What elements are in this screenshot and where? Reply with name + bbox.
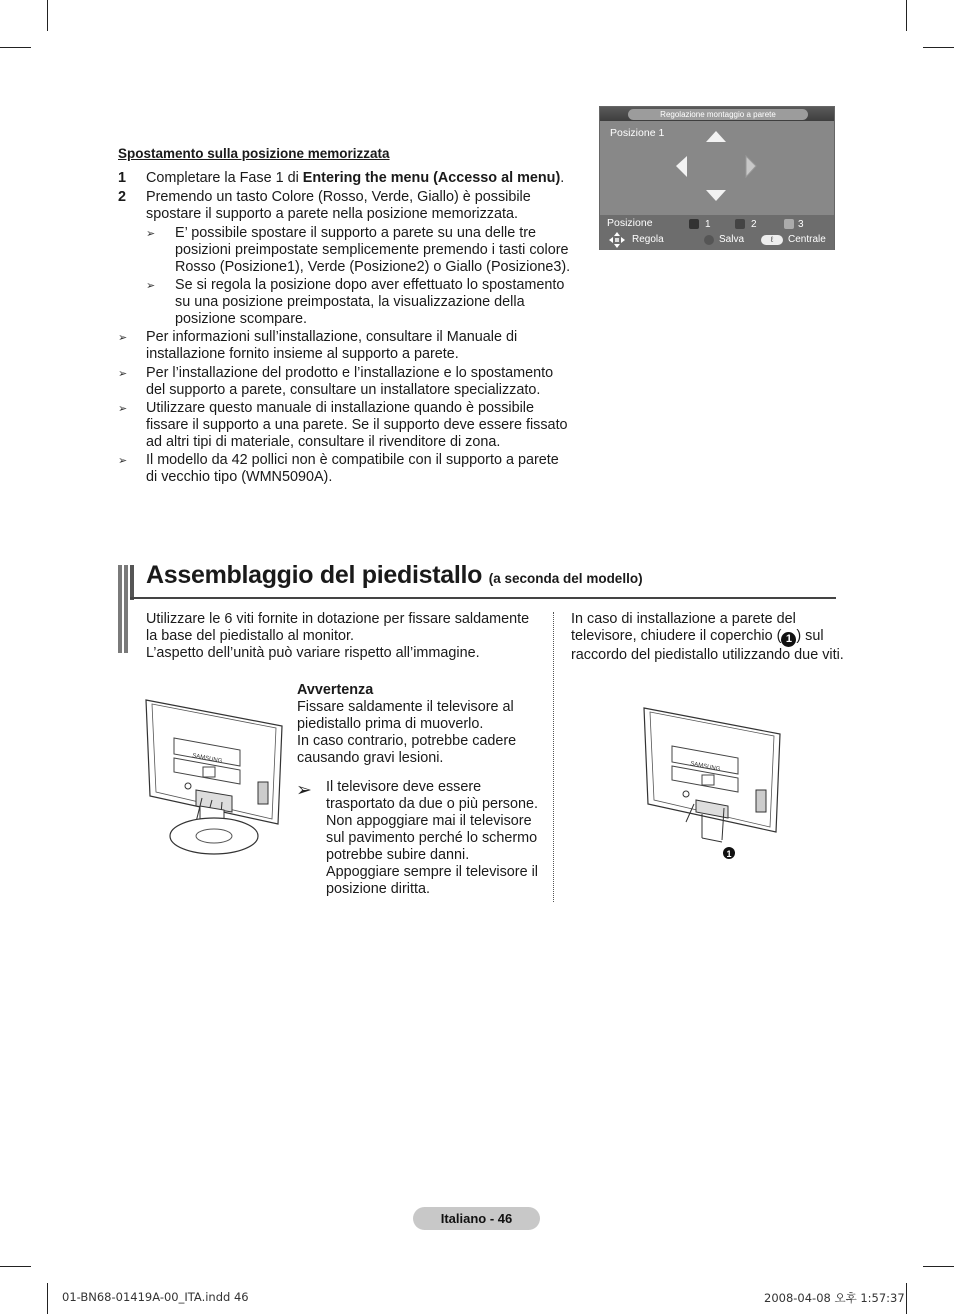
step-number: 2: [118, 189, 127, 205]
note-text: ad altri tipi di materiale, consultare il rivenditore di zona.: [146, 434, 501, 450]
arrow-icon: ➢: [118, 403, 128, 415]
note-text: su una posizione preimpostata, la visualizzazione della: [175, 294, 525, 310]
heading-bar: [124, 565, 128, 653]
column-divider: [553, 612, 554, 902]
yellow-button-icon: [784, 219, 794, 229]
left-arrow-icon: [676, 156, 687, 177]
note-text: In caso di installazione a parete del: [571, 611, 796, 627]
file-info: 01-BN68-01419A-00_ITA.indd 46: [62, 1290, 249, 1304]
osd-direction-pad: [670, 127, 770, 205]
warning-text: trasportato da due o più persone.: [326, 796, 539, 812]
heading-bar: [118, 565, 122, 653]
step-number: 1: [118, 170, 127, 186]
red-button-icon: [689, 219, 699, 229]
callout-number: 1: [726, 849, 732, 859]
tv-logo: SAMSUNG: [689, 761, 721, 773]
section-title: Spostamento sulla posizione memorizzata: [118, 146, 390, 161]
crop-mark: [47, 0, 48, 31]
note-text: raccordo del piedistallo utilizzando due viti.: [571, 647, 844, 663]
arrow-icon: ➢: [146, 280, 156, 292]
note-text: Per l’installazione del prodotto e l’installazione e lo spostamento: [146, 365, 554, 381]
info-button-icon: [704, 235, 714, 245]
warning-text: sul pavimento perché lo schermo: [326, 830, 538, 846]
osd-wall-mount-panel: [599, 106, 835, 250]
note-text: Per informazioni sull’installazione, consultare il Manuale di: [146, 329, 518, 345]
osd-header: [600, 107, 834, 121]
crop-mark: [47, 1283, 48, 1314]
menu-reference: Entering the menu (Accesso al menu): [302, 170, 561, 186]
warning-text: causando gravi lesioni.: [297, 750, 444, 766]
preset-2: 2: [751, 219, 757, 230]
warning-text: In caso contrario, potrebbe cadere: [297, 733, 517, 749]
warning-text: piedistallo prima di muoverlo.: [297, 716, 484, 732]
crop-mark: [0, 1266, 31, 1267]
warning-text: posizione diritta.: [326, 881, 430, 897]
step-text: spostare il supporto a parete nella posizione memorizzata.: [146, 206, 518, 222]
warning-text: Il televisore deve essere: [326, 779, 482, 795]
warning-text: Non appoggiare mai il televisore: [326, 813, 532, 829]
osd-footer: [600, 215, 834, 250]
arrow-icon: ➢: [146, 228, 156, 240]
heading-sub: (a seconda del modello): [488, 571, 643, 586]
osd-position-label: Posizione 1: [610, 127, 665, 139]
enter-button-icon: ℓ: [761, 235, 783, 245]
note-text: installazione fornito insieme al supporto a parete.: [146, 346, 459, 362]
preset-1: 1: [705, 219, 711, 230]
step-text: .: [560, 170, 565, 186]
preset-3: 3: [798, 219, 804, 230]
green-button-icon: [735, 219, 745, 229]
right-arrow-icon: [746, 156, 756, 177]
osd-footer-label: Posizione: [607, 217, 653, 229]
warning-text: Fissare saldamente il televisore al: [297, 699, 514, 715]
arrow-icon: ➢: [118, 455, 128, 467]
down-arrow-icon: [706, 190, 726, 201]
warning-block: [297, 682, 516, 767]
stand-intro: [146, 611, 529, 662]
arrow-icon: ➢: [296, 780, 312, 801]
tv-stand-illustration: [140, 694, 290, 864]
heading-underline: [130, 597, 836, 599]
warning-text: potrebbe subire danni.: [326, 847, 470, 863]
note-text: posizione scompare.: [175, 311, 307, 327]
callout-1-icon: 1: [781, 632, 796, 647]
intro-text: Utilizzare le 6 viti fornite in dotazione per fissare saldamente: [146, 611, 530, 627]
note-text: fissare il supporto a una parete. Se il supporto deve essere fissato: [146, 417, 568, 433]
crop-mark: [923, 47, 954, 48]
note-text: del supporto a parete, consultare un installatore specializzato.: [146, 382, 541, 398]
warning-title: Avvertenza: [297, 682, 374, 698]
osd-save: Salva: [719, 234, 745, 245]
osd-center: Centrale: [788, 234, 826, 245]
tv-logo: SAMSUNG: [191, 753, 223, 765]
osd-title: Regolazione montaggio a parete: [628, 109, 808, 120]
print-date: 2008-04-08 오후 1:57:37: [764, 1291, 905, 1305]
arrow-icon: ➢: [118, 332, 128, 344]
crop-mark: [906, 1283, 907, 1314]
note-text: ) sul: [796, 628, 824, 644]
tv-wall-illustration: [640, 704, 785, 864]
crop-mark: [906, 0, 907, 31]
intro-text: L’aspetto dell’unità può variare rispetto all’immagine.: [146, 645, 480, 661]
step-text: Completare la Fase 1 di: [146, 170, 303, 186]
page-heading: [146, 561, 643, 590]
arrow-icon: ➢: [118, 368, 128, 380]
note-text: Se si regola la posizione dopo aver effettuato lo spostamento: [175, 277, 565, 293]
crop-mark: [0, 47, 31, 48]
crop-mark: [923, 1266, 954, 1267]
page-number: Italiano - 46: [413, 1207, 540, 1230]
heading-main: Assemblaggio del piedistallo: [146, 561, 483, 589]
wall-install-note: [571, 611, 844, 664]
note-text: posizioni preimpostate semplicemente premendo i tasti colore: [175, 242, 569, 258]
note-text: Utilizzare questo manuale di installazione quando è possibile: [146, 400, 534, 416]
osd-adjust: Regola: [632, 234, 664, 245]
heading-bar: [130, 565, 134, 600]
move-arrows-icon: [609, 232, 625, 248]
note-text: E’ possibile spostare il supporto a parete su una delle tre: [175, 225, 537, 241]
note-text: televisore, chiudere il coperchio (: [571, 628, 782, 644]
note-text: di vecchio tipo (WMN5090A).: [146, 469, 333, 485]
note-text: Rosso (Posizione1), Verde (Posizione2) o Giallo (Posizione3).: [175, 259, 571, 275]
warning-notes: [326, 779, 538, 898]
step-text: Premendo un tasto Colore (Rosso, Verde, Giallo) è possibile: [146, 189, 531, 205]
note-text: Il modello da 42 pollici non è compatibile con il supporto a parete: [146, 452, 559, 468]
intro-text: la base del piedistallo al monitor.: [146, 628, 354, 644]
warning-text: Appoggiare sempre il televisore il: [326, 864, 538, 880]
up-arrow-icon: [706, 131, 726, 142]
